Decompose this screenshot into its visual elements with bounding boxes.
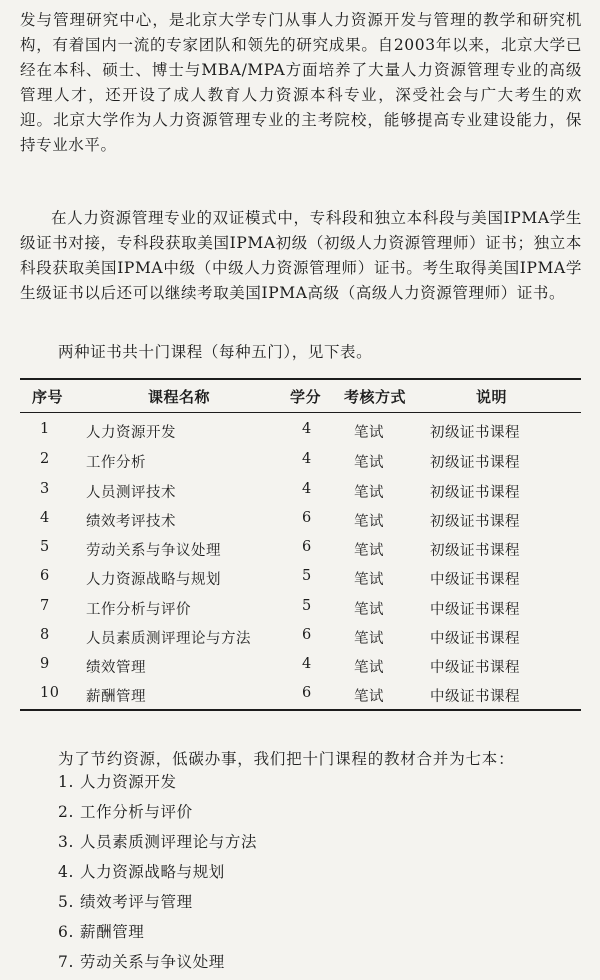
header-course-name: 课程名称	[148, 388, 211, 406]
table-row	[20, 417, 581, 447]
credits: 4	[302, 421, 312, 437]
course-name: 绩效考评技术	[86, 514, 176, 530]
remarks: 初级证书课程	[430, 514, 520, 530]
exam-type: 笔试	[354, 572, 384, 588]
table-row	[20, 506, 581, 536]
list-item	[58, 830, 257, 860]
row-number: 4	[40, 510, 50, 526]
intro-paragraph: 发与管理研究中心，是北京大学专门从事人力资源开发与管理的教学和研究机构，有着国内一流的专家团队和领先的研究成果。自2003年以来，北京大学已经在本科、硕士、博士与MBA/MPA方面培养了大量人力资源管理专业的高级管理人才，还开设了成人教育人力资源本科专业，深受社会与广大考生的欢迎。北京大学作为人力资源管理专业的主考院校，能够提高专业建设能力，保持专业水平。	[20, 11, 582, 154]
table-row	[20, 447, 581, 477]
row-number: 9	[40, 656, 50, 672]
list-item	[58, 890, 257, 920]
remarks: 中级证书课程	[430, 660, 520, 676]
remarks: 初级证书课程	[430, 543, 520, 559]
row-number: 2	[40, 451, 50, 467]
table-row	[20, 564, 581, 594]
credits: 6	[302, 510, 312, 526]
row-number: 6	[40, 568, 50, 584]
exam-type: 笔试	[354, 425, 384, 441]
course-name: 工作分析与评价	[86, 602, 191, 618]
list-item	[58, 770, 257, 800]
table-row	[20, 594, 581, 624]
table-row	[20, 477, 581, 507]
remarks: 中级证书课程	[430, 572, 520, 588]
exam-type: 笔试	[354, 602, 384, 618]
exam-type: 笔试	[354, 485, 384, 501]
credits: 6	[302, 627, 312, 643]
exam-type: 笔试	[354, 660, 384, 676]
header-credits: 学分	[290, 388, 322, 406]
credits: 4	[302, 451, 312, 467]
list-item	[58, 860, 257, 890]
credits: 6	[302, 539, 312, 555]
header-number: 序号	[32, 388, 64, 406]
header-exam-type: 考核方式	[344, 388, 407, 406]
credits: 6	[302, 685, 312, 701]
row-number: 5	[40, 539, 50, 555]
exam-type: 笔试	[354, 689, 384, 705]
table-row	[20, 535, 581, 565]
remarks: 初级证书课程	[430, 485, 520, 501]
dual-certificate-paragraph: 在人力资源管理专业的双证模式中，专科段和独立本科段与美国IPMA学生级证书对接，专科段获取美国IPMA初级（初级人力资源管理师）证书；独立本科段获取美国IPMA中级（中级人力资源管理师）证书。考生取得美国IPMA学生级证书以后还可以继续考取美国IPMA高级（高级人力资源管理师）证书。	[20, 209, 582, 302]
credits: 5	[302, 598, 312, 614]
exam-type: 笔试	[354, 631, 384, 647]
course-name: 人力资源开发	[86, 425, 176, 441]
list-item	[58, 800, 257, 830]
row-number: 1	[40, 421, 50, 437]
table-row	[20, 681, 581, 711]
table-top-rule	[20, 378, 581, 380]
header-remarks: 说明	[476, 388, 508, 406]
header-bottom-rule	[20, 412, 581, 413]
table-intro: 两种证书共十门课程（每种五门），见下表。	[58, 343, 373, 361]
list-item-number: 2.	[58, 803, 74, 821]
course-name: 绩效管理	[86, 660, 146, 676]
remarks: 中级证书课程	[430, 689, 520, 705]
course-name: 人员素质测评理论与方法	[86, 631, 251, 647]
row-number: 7	[40, 598, 50, 614]
remarks: 初级证书课程	[430, 455, 520, 471]
course-name: 人员测评技术	[86, 485, 176, 501]
list-item-number: 1.	[58, 773, 74, 791]
list-item-number: 6.	[58, 923, 74, 941]
list-item-number: 3.	[58, 833, 74, 851]
list-item-title: 人力资源开发	[80, 773, 177, 791]
table-row	[20, 652, 581, 682]
course-name: 工作分析	[86, 455, 146, 471]
list-item-title: 人员素质测评理论与方法	[80, 833, 258, 851]
course-name: 人力资源战略与规划	[86, 572, 221, 588]
exam-type: 笔试	[354, 514, 384, 530]
list-item-title: 工作分析与评价	[80, 803, 193, 821]
table-row	[20, 623, 581, 653]
credits: 5	[302, 568, 312, 584]
row-number: 3	[40, 481, 50, 497]
remarks: 初级证书课程	[430, 425, 520, 441]
credits: 4	[302, 481, 312, 497]
course-name: 劳动关系与争议处理	[86, 543, 221, 559]
list-item-title: 绩效考评与管理	[80, 893, 193, 911]
course-name: 薪酬管理	[86, 689, 146, 705]
list-item	[58, 950, 257, 980]
closing-sentence: 为了节约资源，低碳办事，我们把十门课程的教材合并为七本：	[58, 750, 515, 768]
textbook-list	[58, 770, 257, 980]
credits: 4	[302, 656, 312, 672]
row-number: 8	[40, 627, 50, 643]
table-bottom-rule	[20, 709, 581, 711]
row-number: 10	[40, 685, 60, 701]
remarks: 中级证书课程	[430, 631, 520, 647]
list-item-number: 5.	[58, 893, 74, 911]
list-item-number: 7.	[58, 953, 74, 971]
list-item-number: 4.	[58, 863, 74, 881]
list-item-title: 人力资源战略与规划	[80, 863, 225, 881]
exam-type: 笔试	[354, 543, 384, 559]
list-item-title: 劳动关系与争议处理	[80, 953, 225, 971]
remarks: 中级证书课程	[430, 602, 520, 618]
exam-type: 笔试	[354, 455, 384, 471]
list-item	[58, 920, 257, 950]
list-item-title: 薪酬管理	[80, 923, 145, 941]
